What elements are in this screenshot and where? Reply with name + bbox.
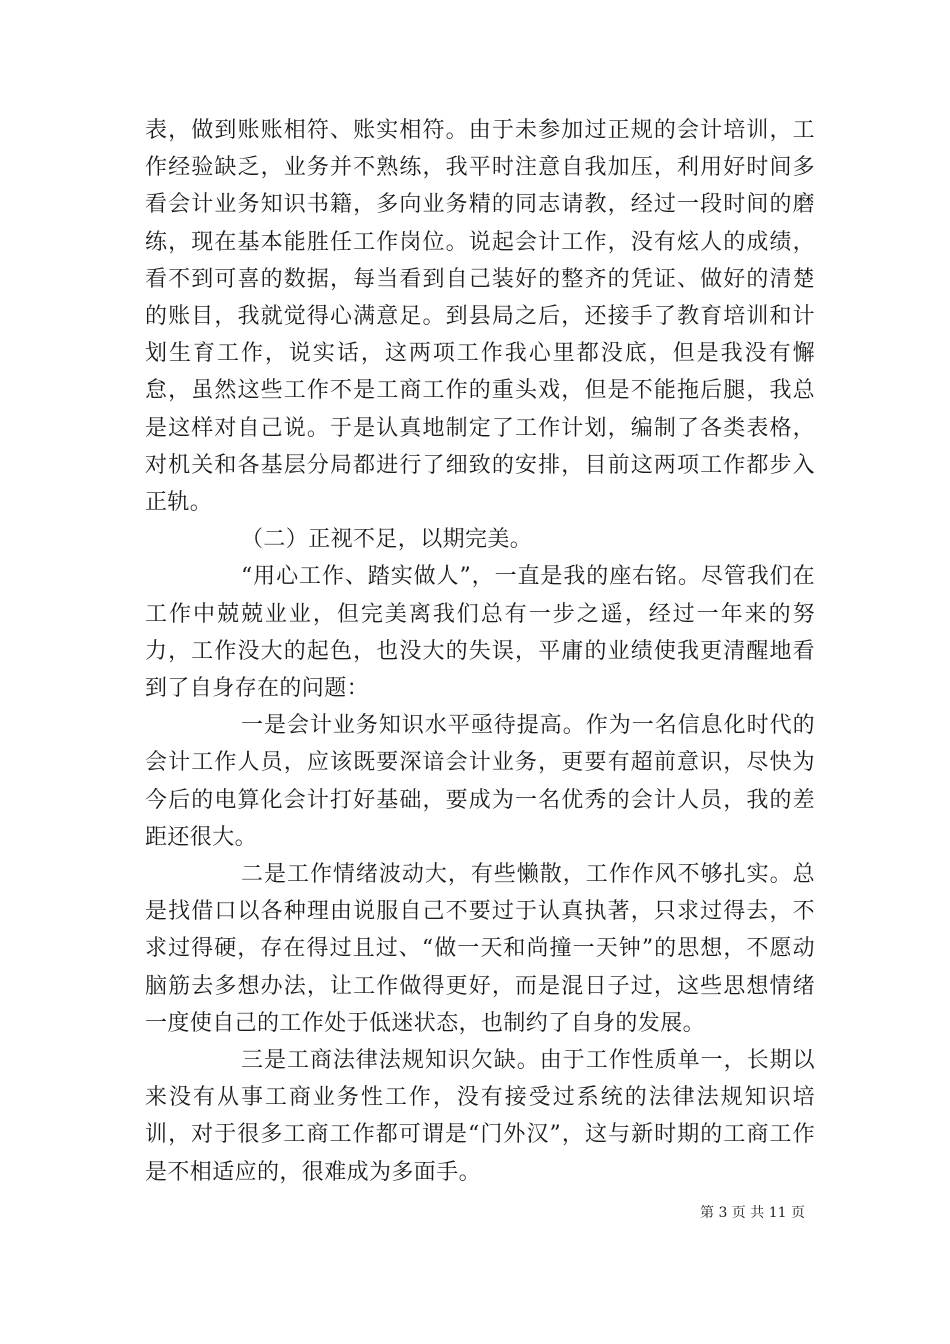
paragraph-issue-one: 一是会计业务知识水平亟待提高。作为一名信息化时代的会计工作人员，应该既要深谙会计业务，更要有超前意识，尽快为今后的电算化会计打好基础，要成为一名优秀的会计人员，我的差距还很大。 (145, 713, 815, 850)
paragraph-motto: “用心工作、踏实做人”，一直是我的座右铭。尽管我们在工作中兢兢业业，但完美离我们总有一步之遥，经过一年来的努力，工作没大的起色，也没大的失误，平庸的业绩使我更清醒地看到了自身存在的问题： (145, 564, 815, 702)
paragraph-issue-three: 三是工商法律法规知识欠缺。由于工作性质单一，长期以来没有从事工商业务性工作，没有接受过系统的法律法规知识培训，对于很多工商工作都可谓是“门外汉”，这与新时期的工商工作是不相适应的，很难成为多面手。 (145, 1048, 815, 1185)
paragraph-issue-two: 二是工作情绪波动大，有些懒散，工作作风不够扎实。总是找借口以各种理由说服自己不要过于认真执著，只求过得去，不求过得硬，存在得过且过、“做一天和尚撞一天钟”的思想，不愿动脑筋去多想办法，让工作做得更好，而是混日子过，这些思想情绪一度使自己的工作处于低迷状态，也制约了自身的发展。 (145, 862, 815, 1036)
section-heading: （二）正视不足，以期完美。 (241, 527, 533, 553)
page-number: 第 3 页 共 11 页 (700, 1205, 805, 1221)
body-text (145, 112, 815, 1191)
paragraph-continuation: 表，做到账账相符、账实相符。由于未参加过正规的会计培训，工作经验缺乏，业务并不熟练，我平时注意自我加压，利用好时间多看会计业务知识书籍，多向业务精的同志请教，经过一段时间的磨练，现在基本能胜任工作岗位。说起会计工作，没有炫人的成绩，看不到可喜的数据，每当看到自己装好的整齐的凭证、做好的清楚的账目，我就觉得心满意足。到县局之后，还接手了教育培训和计划生育工作，说实话，这两项工作我心里都没底，但是我没有懈怠，虽然这些工作不是工商工作的重头戏，但是不能拖后腿，我总是这样对自己说。于是认真地制定了工作计划，编制了各类表格，对机关和各基层分局都进行了细致的安排，目前这两项工作都步入正轨。 (145, 118, 815, 516)
